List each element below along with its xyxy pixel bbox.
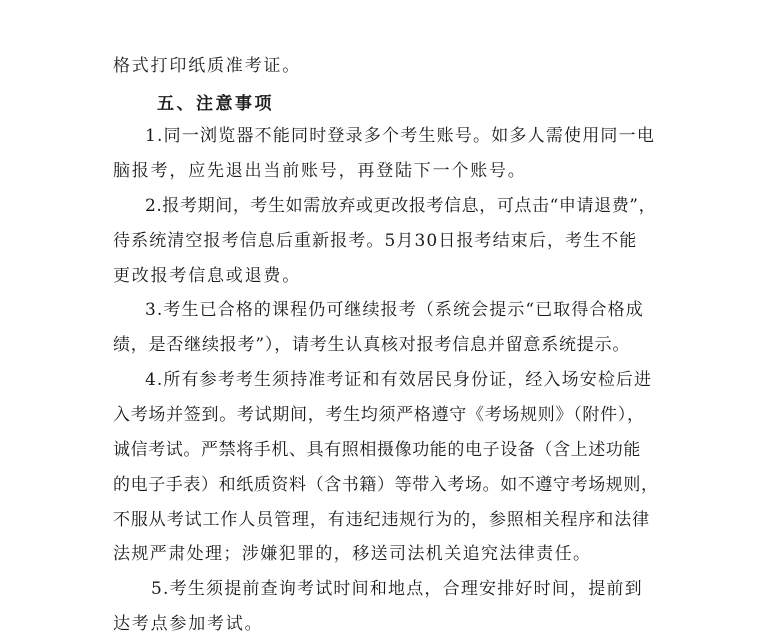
paragraph-line: 更改报考信息或退费。 <box>113 266 301 286</box>
paragraph-line: 4.所有参考考生须持准考证和有效居民身份证，经入场安检后进 <box>145 370 653 390</box>
paragraph-line: 绩，是否继续报考”），请考生认真核对报考信息并留意系统提示。 <box>113 335 631 355</box>
paragraph-line: 的电子手表）和纸质资料（含书籍）等带入考场。如不遵守考场规则， <box>113 475 659 495</box>
paragraph-line: 法规严肃处理；涉嫌犯罪的，移送司法机关追究法律责任。 <box>113 544 592 564</box>
paragraph-line: 达考点参加考试。 <box>113 614 264 634</box>
section-heading: 五、注意事项 <box>157 94 274 114</box>
paragraph-line: 诚信考试。严禁将手机、具有照相摄像功能的电子设备（含上述功能 <box>113 440 641 460</box>
paragraph-line: 1.同一浏览器不能同时登录多个考生账号。如多人需使用同一电 <box>145 126 656 146</box>
paragraph-line: 格式打印纸质准考证。 <box>113 56 301 76</box>
paragraph-line: 脑报考，应先退出当前账号，再登陆下一个账号。 <box>113 161 527 181</box>
paragraph-line: 不服从考试工作人员管理，有违纪违规行为的，参照相关程序和法律 <box>113 510 650 530</box>
paragraph-line: 3.考生已合格的课程仍可继续报考（系统会提示“已取得合格成 <box>145 300 644 320</box>
paragraph-line: 入考场并签到。考试期间，考生均须严格遵守《考场规则》（附件）， <box>113 405 645 425</box>
paragraph-line: 5.考生须提前查询考试时间和地点，合理安排好时间，提前到 <box>151 579 643 599</box>
paragraph-line: 2.报考期间，考生如需放弃或更改报考信息，可点击“申请退费”， <box>145 196 657 216</box>
paragraph-line: 待系统清空报考信息后重新报考。5月30日报考结束后，考生不能 <box>113 231 638 251</box>
